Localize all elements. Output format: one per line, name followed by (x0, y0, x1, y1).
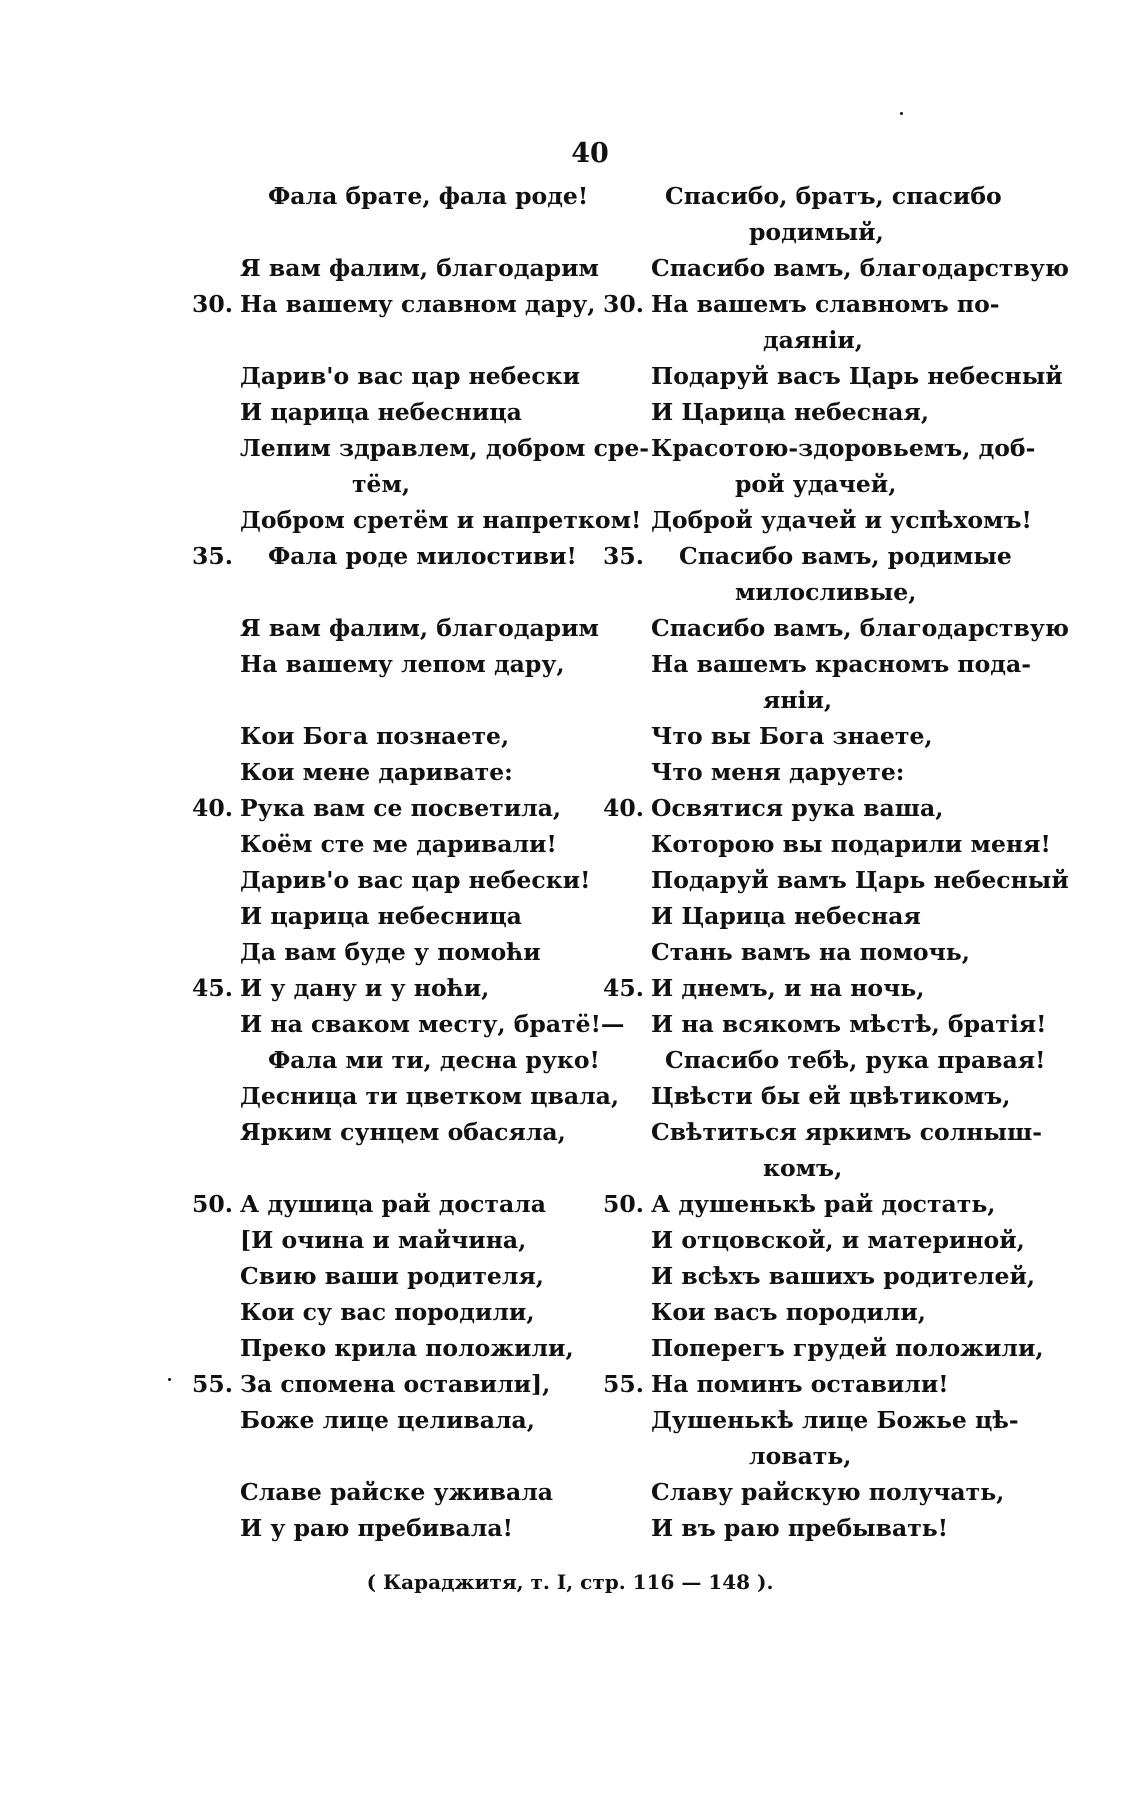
serbian-verse-text: За спомена оставили], (240, 1370, 551, 1398)
serbian-verse-line (192, 898, 592, 934)
russian-verse-text: Подаруй васъ Царь небесный (651, 362, 1063, 390)
serbian-verse-line (192, 1042, 600, 1078)
russian-verse-text: Цвѣсти бы ей цвѣтикомъ, (651, 1082, 1011, 1110)
serbian-verse-line (192, 1006, 625, 1042)
serbian-verse-line (192, 790, 592, 826)
russian-verse-line (603, 1042, 1046, 1078)
russian-verse-line (603, 358, 1063, 394)
russian-verse-line (603, 970, 1003, 1006)
serbian-verse-text: Свию ваши родителя, (240, 1262, 544, 1290)
serbian-verse-text: Славе райске уживала (240, 1478, 554, 1506)
russian-line-number: 55. (603, 1370, 644, 1398)
russian-verse-line (603, 1294, 1003, 1330)
russian-verse-line (603, 610, 1069, 646)
serbian-line-number: 35. (192, 542, 233, 570)
russian-verse-line (603, 1510, 1003, 1546)
serbian-line-number: 40. (192, 794, 233, 822)
russian-verse-text: рой удачей, (735, 470, 897, 498)
russian-verse-line (603, 1402, 1019, 1438)
serbian-verse-line (192, 1078, 620, 1114)
russian-verse-text: Спасибо тебѣ, рука правая! (665, 1046, 1046, 1074)
russian-verse-line (603, 286, 1003, 322)
russian-verse-text: Кои васъ породили, (651, 1298, 926, 1326)
serbian-line-number: 50. (192, 1190, 233, 1218)
serbian-verse-line (192, 214, 592, 250)
russian-verse-text: И Царица небесная, (651, 398, 930, 426)
serbian-verse-line (192, 754, 592, 790)
russian-verse-text: Поперегъ грудей положили, (651, 1334, 1044, 1362)
russian-verse-line (603, 178, 1003, 214)
serbian-verse-line (192, 1438, 592, 1474)
serbian-verse-line (192, 178, 592, 214)
russian-verse-text: И всѣхъ вашихъ родителей, (651, 1262, 1036, 1290)
russian-verse-text: А душенькѣ рай достать, (651, 1190, 996, 1218)
russian-verse-text: И Царица небесная (651, 902, 921, 930)
serbian-verse-text: На вашему лепом дару, (240, 650, 565, 678)
left-column (192, 178, 650, 1546)
print-speck (900, 112, 903, 115)
russian-verse-text: На вашемъ славномъ по- (651, 290, 1000, 318)
serbian-verse-line (192, 646, 592, 682)
russian-verse-text: Спасибо, братъ, спасибо (665, 182, 1002, 210)
russian-verse-text: даяніи, (763, 326, 863, 354)
serbian-verse-line (192, 1186, 592, 1222)
serbian-verse-line (192, 1474, 592, 1510)
russian-verse-text: И на всякомъ мѣстѣ, братія! (651, 1010, 1047, 1038)
serbian-verse-text: Преко крила положили, (240, 1334, 574, 1362)
russian-line-number: 45. (603, 974, 644, 1002)
serbian-verse-line (192, 1114, 592, 1150)
russian-verse-text: На поминъ оставили! (651, 1370, 949, 1398)
russian-verse-text: Спасибо вамъ, родимые (679, 542, 1012, 570)
russian-verse-text: Спасибо вамъ, благодарствую (651, 254, 1069, 282)
serbian-verse-text: [И очина и майчина, (240, 1226, 527, 1254)
russian-verse-line (603, 1438, 1003, 1474)
serbian-verse-text: Лепим здравлем, добром сре- (240, 434, 650, 462)
serbian-verse-text: А душица рай достала (240, 1190, 546, 1218)
serbian-verse-text: И на сваком месту, братё!— (240, 1010, 625, 1038)
russian-line-number: 50. (603, 1190, 644, 1218)
serbian-verse-line (192, 430, 650, 466)
serbian-verse-line (192, 1402, 592, 1438)
serbian-verse-text: Рука вам се посветила, (240, 794, 562, 822)
serbian-verse-text: Да вам буде у помоћи (240, 938, 541, 966)
serbian-verse-line (192, 682, 592, 718)
russian-verse-line (603, 250, 1069, 286)
russian-verse-text: На вашемъ красномъ пода- (651, 650, 1031, 678)
russian-verse-line (603, 790, 1003, 826)
russian-verse-line (603, 502, 1032, 538)
russian-verse-line (603, 1258, 1036, 1294)
russian-verse-line (603, 1078, 1011, 1114)
serbian-verse-line (192, 250, 599, 286)
page-number: 40 (571, 138, 609, 169)
serbian-verse-line (192, 1150, 592, 1186)
serbian-verse-text: И царица небесница (240, 398, 522, 426)
russian-verse-text: яніи, (763, 686, 833, 714)
russian-verse-text: И въ раю пребывать! (651, 1514, 949, 1542)
russian-line-number: 30. (603, 290, 644, 318)
russian-line-number: 35. (603, 542, 644, 570)
russian-verse-line (603, 538, 1012, 574)
russian-verse-line (603, 322, 1003, 358)
serbian-verse-text: И у дану и у ноћи, (240, 974, 490, 1002)
russian-verse-text: Подаруй вамъ Царь небесный (651, 866, 1069, 894)
serbian-line-number: 45. (192, 974, 233, 1002)
russian-verse-line (603, 718, 1003, 754)
serbian-verse-text: Фала брате, фала роде! (268, 182, 589, 210)
serbian-verse-line (192, 1222, 592, 1258)
serbian-verse-text: тём, (352, 470, 411, 498)
serbian-verse-text: На вашему славном дару, (240, 290, 596, 318)
serbian-line-number: 55. (192, 1370, 233, 1398)
serbian-verse-text: И у раю пребивала! (240, 1514, 513, 1542)
russian-verse-text: Которою вы подарили меня! (651, 830, 1051, 858)
serbian-verse-line (192, 466, 592, 502)
serbian-verse-line (192, 1258, 592, 1294)
russian-verse-text: И днемъ, и на ночь, (651, 974, 925, 1002)
russian-verse-line (603, 826, 1051, 862)
serbian-verse-line (192, 1330, 592, 1366)
serbian-verse-line (192, 538, 592, 574)
serbian-verse-line (192, 322, 592, 358)
russian-verse-line (603, 1186, 1003, 1222)
serbian-verse-text: Добром сретём и напретком! (240, 506, 642, 534)
russian-verse-text: Что меня даруете: (651, 758, 905, 786)
serbian-verse-text: Фала роде милостиви! (268, 542, 577, 570)
russian-verse-line (603, 934, 1003, 970)
russian-verse-line (603, 1114, 1043, 1150)
serbian-verse-line (192, 718, 592, 754)
serbian-verse-text: Ярким сунцем обасяла, (240, 1118, 566, 1146)
serbian-verse-line (192, 502, 642, 538)
serbian-verse-text: Кои Бога познаете, (240, 722, 510, 750)
russian-verse-line (603, 754, 1003, 790)
russian-verse-line (603, 646, 1031, 682)
russian-verse-text: Свѣтиться яркимъ солныш- (651, 1118, 1043, 1146)
russian-verse-text: милосливые, (735, 578, 917, 606)
serbian-verse-line (192, 286, 596, 322)
print-speck (168, 1378, 171, 1381)
serbian-verse-text: Кои су вас породили, (240, 1298, 535, 1326)
serbian-verse-text: Коём сте ме даривали! (240, 830, 557, 858)
russian-verse-line (603, 898, 1003, 934)
russian-verse-text: Освятися рука ваша, (651, 794, 944, 822)
serbian-verse-text: Десница ти цветком цвала, (240, 1082, 620, 1110)
russian-verse-text: Спасибо вамъ, благодарствую (651, 614, 1069, 642)
russian-verse-line (603, 682, 1003, 718)
russian-verse-text: Что вы Бога знаете, (651, 722, 933, 750)
serbian-verse-text: Кои мене даривате: (240, 758, 513, 786)
russian-verse-text: комъ, (763, 1154, 843, 1182)
russian-verse-line (603, 862, 1069, 898)
russian-verse-line (603, 394, 1003, 430)
russian-verse-line (603, 1150, 1003, 1186)
serbian-verse-text: Боже лице целивала, (240, 1406, 535, 1434)
russian-verse-text: Доброй удачей и успѣхомъ! (651, 506, 1032, 534)
serbian-verse-text: Дарив'о вас цар небески! (240, 866, 591, 894)
russian-verse-line (603, 466, 1003, 502)
russian-verse-text: Красотою-здоровьемъ, доб- (651, 434, 1036, 462)
serbian-verse-line (192, 1294, 592, 1330)
russian-verse-line (603, 214, 1003, 250)
serbian-verse-text: Фала ми ти, десна руко! (268, 1046, 600, 1074)
russian-verse-text: ловать, (749, 1442, 852, 1470)
serbian-verse-line (192, 862, 592, 898)
serbian-verse-line (192, 358, 592, 394)
serbian-line-number: 30. (192, 290, 233, 318)
russian-verse-text: Славу райскую получать, (651, 1478, 1005, 1506)
serbian-verse-text: Я вам фалим, благодарим (240, 254, 599, 282)
serbian-verse-line (192, 610, 599, 646)
russian-line-number: 40. (603, 794, 644, 822)
russian-verse-text: родимый, (749, 218, 884, 246)
russian-verse-line (603, 1474, 1003, 1510)
serbian-verse-line (192, 826, 592, 862)
serbian-verse-line (192, 1366, 592, 1402)
russian-verse-text: Стань вамъ на помочь, (651, 938, 970, 966)
russian-verse-text: И отцовской, и материной, (651, 1226, 1025, 1254)
serbian-verse-text: И царица небесница (240, 902, 522, 930)
serbian-verse-text: Я вам фалим, благодарим (240, 614, 599, 642)
serbian-verse-line (192, 970, 592, 1006)
source-citation: ( Караджитя, т. I, стр. 116 — 148 ). (366, 1570, 774, 1594)
russian-verse-text: Душенькѣ лице Божье цѣ- (651, 1406, 1019, 1434)
russian-verse-line (603, 1006, 1047, 1042)
russian-verse-line (603, 574, 1003, 610)
serbian-verse-line (192, 1510, 592, 1546)
right-column (603, 178, 1069, 1546)
russian-verse-line (603, 1366, 1003, 1402)
russian-verse-line (603, 430, 1036, 466)
serbian-verse-line (192, 574, 592, 610)
serbian-verse-line (192, 394, 592, 430)
russian-verse-line (603, 1330, 1044, 1366)
serbian-verse-text: Дарив'о вас цар небески (240, 362, 581, 390)
serbian-verse-line (192, 934, 592, 970)
russian-verse-line (603, 1222, 1025, 1258)
